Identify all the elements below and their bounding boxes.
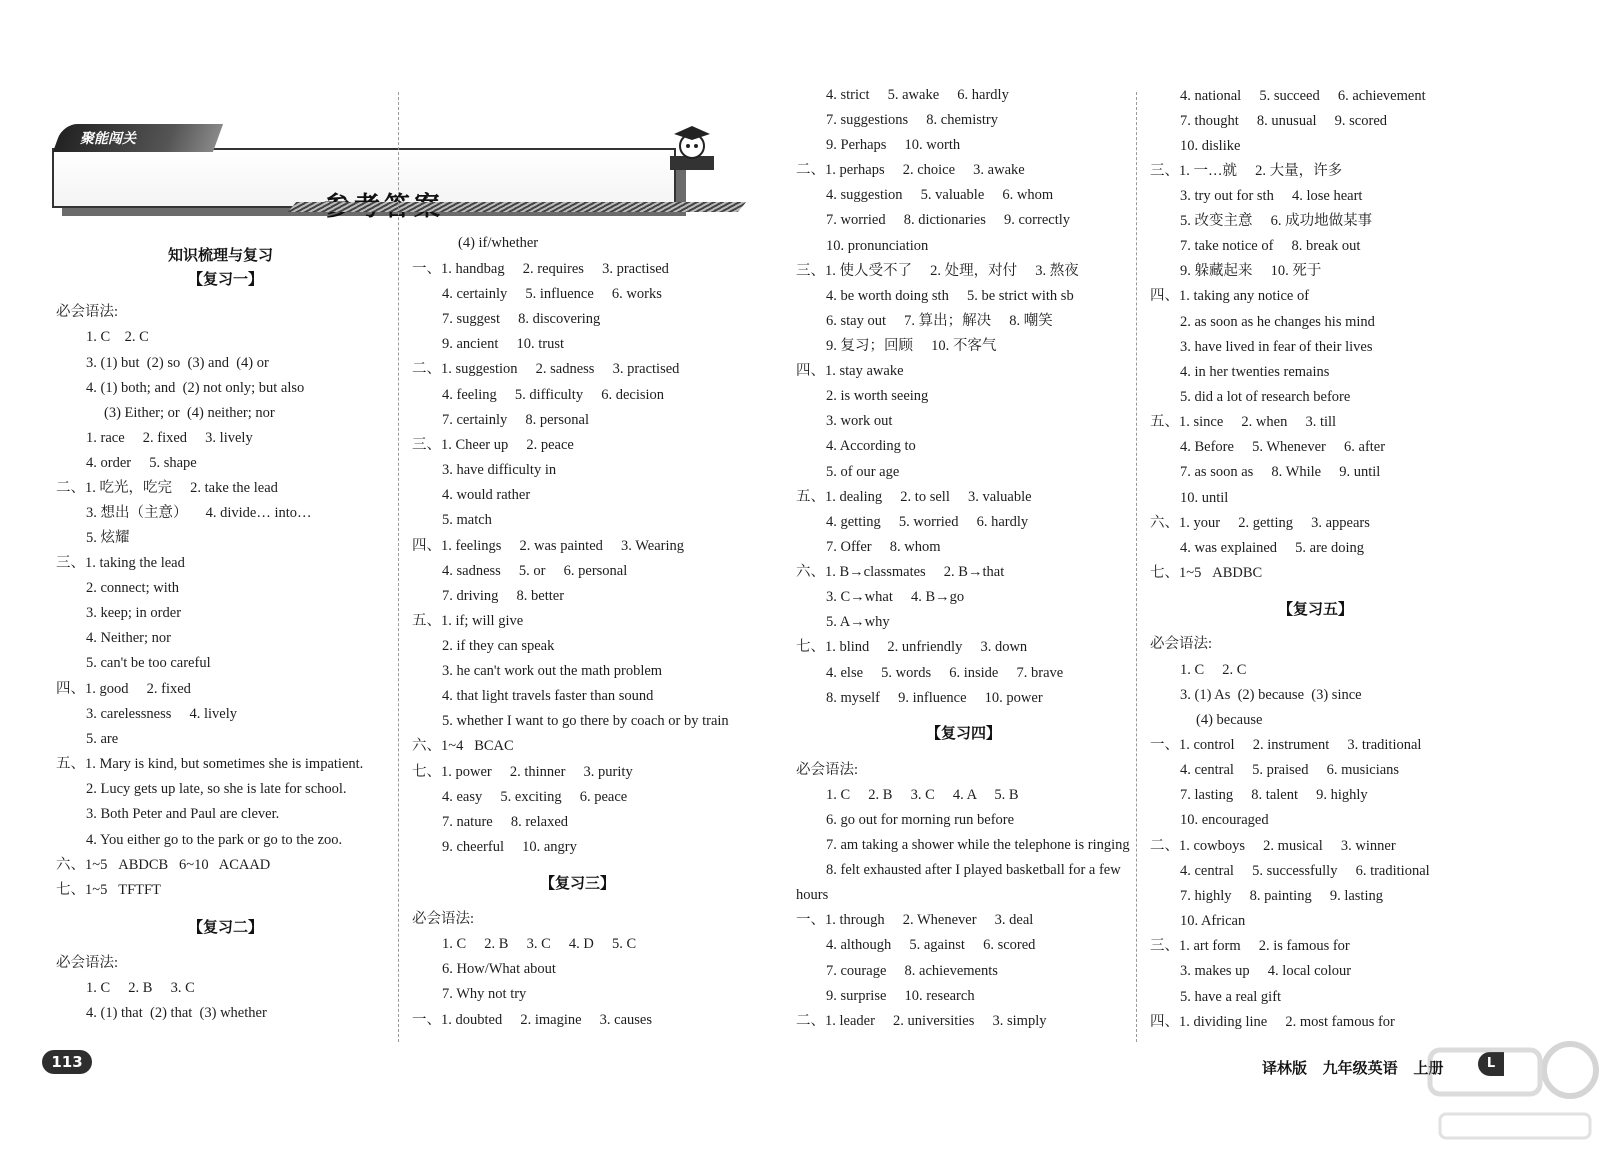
answer-line: 9. 复习；回顾 10. 不客气 (826, 338, 997, 354)
answer-line: 7. thought 8. unusual 9. scored (1180, 113, 1388, 129)
answer-line: 7. am taking a shower while the telephone is ringing (826, 837, 1130, 853)
answer-line: 一、1. doubted 2. imagine 3. causes (412, 1012, 653, 1028)
answer-line: 4. certainly 5. influence 6. works (442, 286, 662, 302)
answer-line: 4. suggestion 5. valuable 6. whom (826, 187, 1054, 203)
answer-line: 3. Both Peter and Paul are clever. (86, 806, 280, 822)
answer-line: 4. else 5. words 6. inside 7. brave (826, 665, 1064, 681)
review-5-title: 【复习五】 (1278, 600, 1354, 618)
answer-line: 必会语法: (1150, 636, 1213, 652)
answer-line: 2. if they can speak (442, 638, 555, 654)
answer-line: 七、1. blind 2. unfriendly 3. down (796, 639, 1028, 655)
answer-line: 6. How/What about (442, 961, 556, 977)
answer-line: 3. carelessness 4. lively (86, 706, 238, 722)
answer-line: 三、1. Cheer up 2. peace (412, 437, 574, 453)
answer-line: 必会语法: (56, 304, 119, 320)
answer-line: 5. are (86, 731, 119, 747)
answer-line: 9. ancient 10. trust (442, 336, 565, 352)
answer-line: 三、1. 使人受不了 2. 处理，对付 3. 熬夜 (796, 263, 1079, 279)
answer-line: 1. C 2. B 3. C (86, 980, 195, 996)
answer-line: 五、1. if; will give (412, 613, 524, 629)
answer-line: 六、1~5 ABDCB 6~10 ACAAD (56, 857, 271, 873)
answer-line: 3. have difficulty in (442, 462, 557, 478)
answer-line: 五、1. Mary is kind, but sometimes she is impatient. (56, 756, 364, 772)
answer-line: 8. myself 9. influence 10. power (826, 690, 1043, 706)
answer-line: 10. encouraged (1180, 812, 1269, 828)
answer-line: 4. Neither; nor (86, 630, 171, 646)
answer-line: 4. was explained 5. are doing (1180, 540, 1365, 556)
answer-line: 5. match (442, 512, 492, 528)
column-divider (398, 92, 399, 1042)
answer-line: 10. dislike (1180, 138, 1241, 154)
answer-line: 二、1. perhaps 2. choice 3. awake (796, 162, 1025, 178)
answer-line: 4. central 5. successfully 6. traditional (1180, 863, 1430, 879)
answer-line: 10. African (1180, 913, 1246, 929)
answer-line: 一、1. control 2. instrument 3. traditional (1150, 737, 1422, 753)
answer-line: 7. lasting 8. talent 9. highly (1180, 787, 1368, 803)
answer-line: 4. central 5. praised 6. musicians (1180, 762, 1400, 778)
answer-line: 4. strict 5. awake 6. hardly (826, 87, 1009, 103)
answer-line: 二、1. 吃光，吃完 2. take the lead (56, 480, 278, 496)
column-divider (1136, 92, 1137, 1042)
answer-line: 3. keep; in order (86, 605, 182, 621)
answer-line: (4) because (1196, 712, 1263, 728)
answer-line: 7. Offer 8. whom (826, 539, 941, 555)
answer-line: 4. that light travels faster than sound (442, 688, 654, 704)
review-1-title: 【复习一】 (188, 270, 264, 288)
answer-line: 三、1. art form 2. is famous for (1150, 938, 1350, 954)
answer-line: 7. suggestions 8. chemistry (826, 112, 998, 128)
answer-line: 4. getting 5. worried 6. hardly (826, 514, 1029, 530)
book-info: 译林版 九年级英语 上册 (1262, 1059, 1444, 1077)
answer-line: 7. nature 8. relaxed (442, 814, 569, 830)
answer-line: 4. be worth doing sth 5. be strict with sb (826, 288, 1074, 304)
answer-line: 二、1. cowboys 2. musical 3. winner (1150, 838, 1396, 854)
banner-stripe (288, 202, 746, 212)
answer-line: 7. driving 8. better (442, 588, 565, 604)
answer-line: 6. go out for morning run before (826, 812, 1015, 828)
page-number: 113 (42, 1050, 92, 1074)
answer-line: (3) Either; or (4) neither; nor (104, 405, 275, 421)
answer-line: 4. (1) that (2) that (3) whether (86, 1005, 267, 1021)
answer-line: 5. 炫耀 (86, 530, 130, 546)
answer-line: 四、1. stay awake (796, 363, 904, 379)
answer-line: 四、1. good 2. fixed (56, 681, 191, 697)
answer-line: 7. courage 8. achievements (826, 963, 998, 979)
answer-line: 4. national 5. succeed 6. achievement (1180, 88, 1426, 104)
answer-line: 8. felt exhausted after I played basketball for a few (826, 862, 1121, 878)
answer-line: 3. (1) but (2) so (3) and (4) or (86, 355, 269, 371)
answer-line: 10. until (1180, 490, 1229, 506)
answer-line: 5. have a real gift (1180, 989, 1282, 1005)
answer-line: 七、1~5 ABDBC (1150, 565, 1263, 581)
answer-line: 4. sadness 5. or 6. personal (442, 563, 628, 579)
answer-line: 二、1. suggestion 2. sadness 3. practised (412, 361, 680, 377)
answer-line: 5. of our age (826, 464, 900, 480)
graduate-mascot-icon (652, 118, 732, 178)
answer-line: 七、1. power 2. thinner 3. purity (412, 764, 633, 780)
banner-tab (53, 124, 223, 152)
answer-line: 4. According to (826, 438, 916, 454)
answer-line: 7. take notice of 8. break out (1180, 238, 1361, 254)
answer-line: 7. certainly 8. personal (442, 412, 589, 428)
answer-line: 9. cheerful 10. angry (442, 839, 577, 855)
banner-tab-text: 聚能闯关 (80, 131, 136, 147)
answer-line: hours (796, 887, 829, 903)
answer-line: 4. in her twenties remains (1180, 364, 1330, 380)
review-2-title: 【复习二】 (188, 918, 264, 936)
answer-line: 4. You either go to the park or go to the zoo. (86, 832, 343, 848)
answer-line: 必会语法: (56, 955, 119, 971)
answer-line: 四、1. taking any notice of (1150, 288, 1310, 304)
answer-line: 5. 改变主意 6. 成功地做某事 (1180, 213, 1373, 229)
footer-badge: L (1478, 1052, 1504, 1076)
answer-line: 4. order 5. shape (86, 455, 197, 471)
answer-line: 五、1. since 2. when 3. till (1150, 414, 1337, 430)
answer-line: 三、1. taking the lead (56, 555, 185, 571)
answer-line: 2. Lucy gets up late, so she is late for school. (86, 781, 347, 797)
answer-line: 一、1. through 2. Whenever 3. deal (796, 912, 1034, 928)
answer-line: 7. highly 8. painting 9. lasting (1180, 888, 1383, 904)
answer-line: 3. have lived in fear of their lives (1180, 339, 1373, 355)
answer-line: 2. is worth seeing (826, 388, 929, 404)
answer-line: 七、1~5 TFTFT (56, 882, 161, 898)
answer-line: 9. 躲藏起来 10. 死于 (1180, 263, 1322, 279)
review-3-title: 【复习三】 (540, 874, 616, 892)
answer-line: 7. Why not try (442, 986, 527, 1002)
answer-line: 六、1. your 2. getting 3. appears (1150, 515, 1370, 531)
answer-line: 三、1. 一…就 2. 大量，许多 (1150, 163, 1343, 179)
answer-line: 四、1. feelings 2. was painted 3. Wearing (412, 538, 684, 554)
answer-line: 9. surprise 10. research (826, 988, 975, 1004)
answer-line: 1. race 2. fixed 3. lively (86, 430, 253, 446)
answer-line: 5. A→why (826, 614, 890, 630)
answer-line: 7. worried 8. dictionaries 9. correctly (826, 212, 1071, 228)
answer-line: 5. did a lot of research before (1180, 389, 1351, 405)
answer-line: 一、1. handbag 2. requires 3. practised (412, 261, 669, 277)
review-4-title: 【复习四】 (926, 724, 1002, 742)
answer-line: 六、1. B→classmates 2. B→that (796, 564, 1005, 580)
answer-line: 五、1. dealing 2. to sell 3. valuable (796, 489, 1032, 505)
answer-line: 必会语法: (412, 911, 475, 927)
answer-line: 10. pronunciation (826, 238, 929, 254)
answer-line: 4. feeling 5. difficulty 6. decision (442, 387, 665, 403)
answer-line: 1. C 2. C (86, 329, 149, 345)
answer-line: 7. as soon as 8. While 9. until (1180, 464, 1381, 480)
answer-line: 3. C→what 4. B→go (826, 589, 965, 605)
answer-line: 四、1. dividing line 2. most famous for (1150, 1014, 1395, 1030)
answer-line: 3. (1) As (2) because (3) since (1180, 687, 1362, 703)
answer-key-banner (52, 118, 742, 218)
answer-line: 9. Perhaps 10. worth (826, 137, 961, 153)
answer-line: 六、1~4 BCAC (412, 738, 514, 754)
answer-line: 1. C 2. C (1180, 662, 1247, 678)
answer-line: 4. although 5. against 6. scored (826, 937, 1036, 953)
answer-line: 3. try out for sth 4. lose heart (1180, 188, 1363, 204)
answer-line: 4. would rather (442, 487, 531, 503)
answer-line: 5. can't be too careful (86, 655, 211, 671)
answer-line: 4. easy 5. exciting 6. peace (442, 789, 628, 805)
answer-line: 3. makes up 4. local colour (1180, 963, 1352, 979)
answer-line: 4. (1) both; and (2) not only; but also (86, 380, 305, 396)
answer-line: 3. he can't work out the math problem (442, 663, 663, 679)
answer-line: 5. whether I want to go there by coach or by train (442, 713, 729, 729)
section-title: 知识梳理与复习 (168, 246, 274, 264)
answer-line: 1. C 2. B 3. C 4. D 5. C (442, 936, 637, 952)
watermark-logo-icon (1420, 1030, 1600, 1150)
answer-line: (4) if/whether (458, 235, 539, 251)
answer-line: 4. Before 5. Whenever 6. after (1180, 439, 1386, 455)
answer-line: 2. as soon as he changes his mind (1180, 314, 1375, 330)
answer-line: 2. connect; with (86, 580, 180, 596)
answer-line: 1. C 2. B 3. C 4. A 5. B (826, 787, 1019, 803)
banner-title-box (52, 148, 676, 208)
answer-line: 7. suggest 8. discovering (442, 311, 601, 327)
answer-line: 6. stay out 7. 算出；解决 8. 嘲笑 (826, 313, 1053, 329)
answer-line: 必会语法: (796, 762, 859, 778)
answer-line: 3. work out (826, 413, 893, 429)
answer-line: 二、1. leader 2. universities 3. simply (796, 1013, 1047, 1029)
answer-line: 3. 想出（主意） 4. divide… into… (86, 505, 312, 521)
